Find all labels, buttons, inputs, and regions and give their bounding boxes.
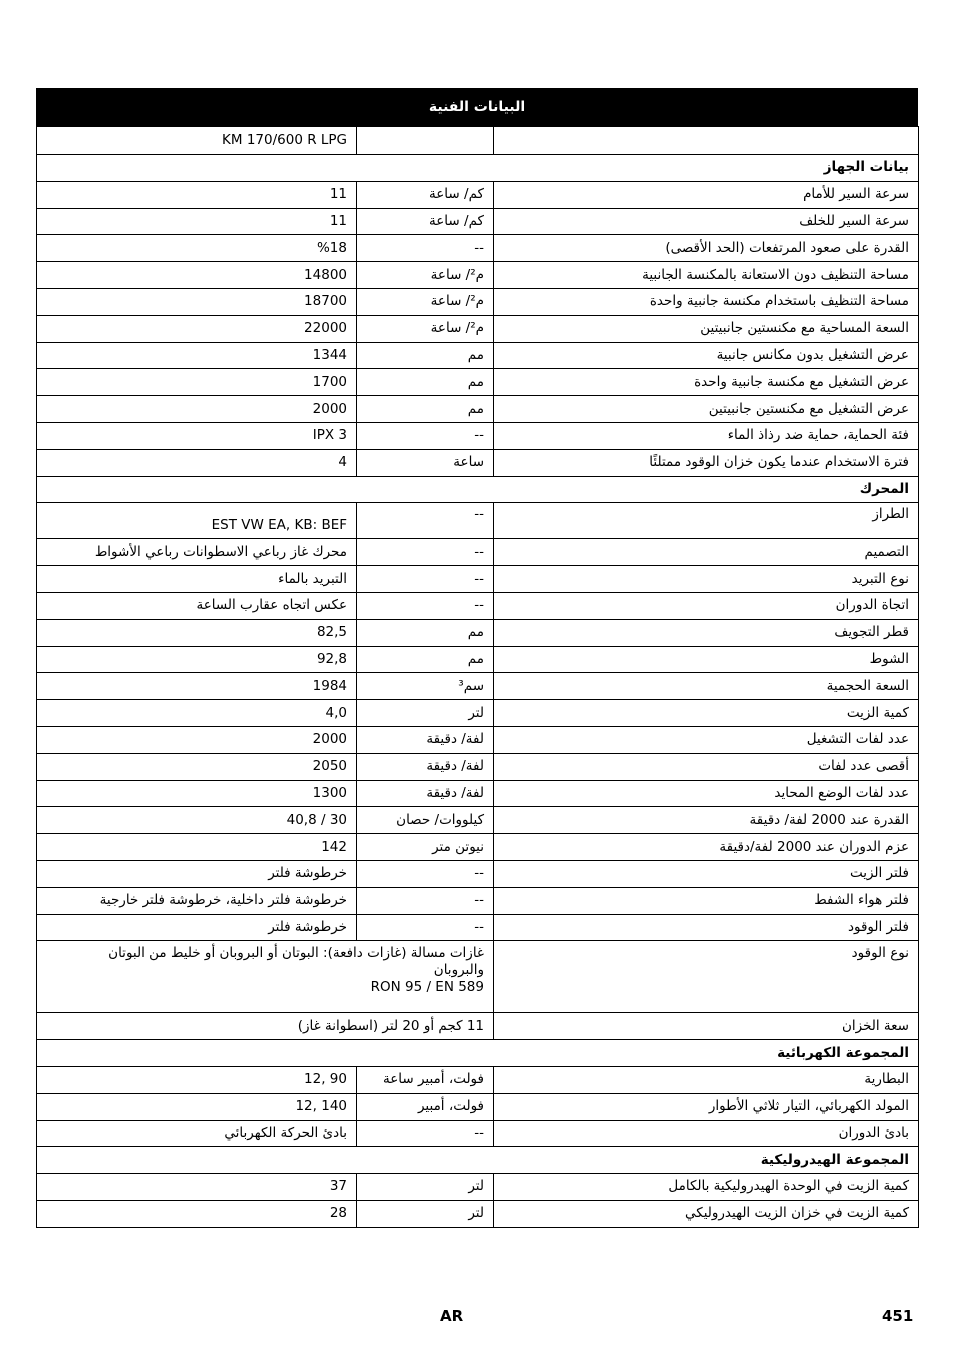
spec-label: مساحة التنظيف دون الاستعانة بالمكنسة الجانبية — [494, 262, 919, 289]
spec-unit: -- — [357, 914, 494, 941]
spec-value: 18700 — [37, 288, 357, 315]
spec-unit: -- — [357, 860, 494, 887]
language-code: AR — [440, 1307, 464, 1325]
spec-unit: -- — [357, 887, 494, 914]
spec-value: 22000 — [37, 315, 357, 342]
spec-value: خرطوشة فلتر — [37, 914, 357, 941]
spec-row — [37, 834, 919, 861]
page-title: البيانات الفنية — [36, 88, 918, 126]
spec-label: فلتر الوقود — [494, 914, 919, 941]
spec-label: أقصى عدد لفات — [494, 753, 919, 780]
spec-label: قطر التجويف — [494, 619, 919, 646]
spec-unit: لتر — [357, 1200, 494, 1227]
spec-value: 142 — [37, 834, 357, 861]
spec-label: فئة الحماية، حماية ضد رذاذ الماء — [494, 422, 919, 449]
spec-unit: مم — [357, 646, 494, 673]
spec-row — [37, 592, 919, 619]
model-name: KM 170/600 R LPG — [37, 127, 357, 155]
spec-label: عرض التشغيل بدون مكانس جانبية — [494, 342, 919, 369]
fuel-type-row — [37, 941, 919, 1013]
spec-row — [37, 1200, 919, 1227]
spec-value: خرطوشة فلتر — [37, 860, 357, 887]
technical-data-sheet — [36, 88, 918, 1228]
spec-unit: لتر — [357, 700, 494, 727]
spec-row — [37, 887, 919, 914]
spec-row — [37, 181, 919, 208]
spec-label: فلتر هواء الشفط — [494, 887, 919, 914]
spec-unit: سم³ — [357, 673, 494, 700]
fuel-type-line1: غازات مسالة (غازات دافعة): البوتان أو البروبان أو خليط من البوتان — [108, 945, 484, 962]
spec-unit: مم — [357, 369, 494, 396]
spec-unit: فولت، أمبير — [357, 1093, 494, 1120]
section-header-row — [37, 1040, 919, 1067]
spec-value: 1700 — [37, 369, 357, 396]
spec-value: 37 — [37, 1174, 357, 1201]
spec-unit: م²/ ساعة — [357, 262, 494, 289]
spec-unit: كم/ ساعة — [357, 208, 494, 235]
spec-label: البطارية — [494, 1066, 919, 1093]
spec-unit: -- — [357, 235, 494, 262]
spec-row — [37, 503, 919, 539]
spec-unit: لفة/ دقيقة — [357, 753, 494, 780]
spec-value: 11 — [37, 181, 357, 208]
spec-row — [37, 753, 919, 780]
tank-capacity-label: سعة الخزان — [494, 1013, 919, 1040]
spec-unit: م²/ ساعة — [357, 288, 494, 315]
spec-row — [37, 422, 919, 449]
spec-row — [37, 700, 919, 727]
spec-unit: لفة/ دقيقة — [357, 780, 494, 807]
section-header-row — [37, 155, 919, 182]
spec-row — [37, 646, 919, 673]
tank-capacity-row — [37, 1013, 919, 1040]
spec-label: فترة الاستخدام عندما يكون خزان الوقود ممتلئًا — [494, 449, 919, 476]
spec-row — [37, 1120, 919, 1147]
spec-label: سرعة السير للأمام — [494, 181, 919, 208]
spec-label: كمية الزيت في الوحدة الهيدروليكية بالكامل — [494, 1174, 919, 1201]
spec-row — [37, 449, 919, 476]
spec-label: مساحة التنظيف باستخدام مكنسة جانبية واحدة — [494, 288, 919, 315]
model-row — [37, 127, 919, 155]
spec-unit: -- — [357, 566, 494, 593]
spec-unit: مم — [357, 396, 494, 423]
spec-value: محرك غاز رباعي الاسطوانات رباعي الأشواط — [37, 539, 357, 566]
spec-row — [37, 1093, 919, 1120]
spec-value: 82,5 — [37, 619, 357, 646]
spec-unit: م²/ ساعة — [357, 315, 494, 342]
spec-value: 1300 — [37, 780, 357, 807]
spec-label: السعة المساحية مع مكنستين جانبيتين — [494, 315, 919, 342]
spec-label: المولد الكهربائي، التيار ثلاثي الأطوار — [494, 1093, 919, 1120]
spec-row — [37, 726, 919, 753]
spec-label: القدرة على صعود المرتفعات (الحد الأقصى) — [494, 235, 919, 262]
spec-row — [37, 315, 919, 342]
spec-value: 11 — [37, 208, 357, 235]
spec-value: 2050 — [37, 753, 357, 780]
spec-label: عزم الدوران عند 2000 لفة/دقيقة — [494, 834, 919, 861]
model-label-cell — [494, 127, 919, 155]
spec-label: القدرة عند 2000 لفة/ دقيقة — [494, 807, 919, 834]
fuel-type-value — [37, 941, 494, 1013]
spec-row — [37, 539, 919, 566]
spec-row — [37, 1066, 919, 1093]
section-title: المجموعة الكهربائية — [37, 1040, 919, 1067]
spec-value: 1344 — [37, 342, 357, 369]
spec-row — [37, 208, 919, 235]
model-unit-cell — [357, 127, 494, 155]
spec-value: خرطوشة فلتر داخلية، خرطوشة فلتر خارجية — [37, 887, 357, 914]
spec-row — [37, 807, 919, 834]
section-header-row — [37, 476, 919, 503]
spec-row — [37, 396, 919, 423]
section-title: بيانات الجهاز — [37, 155, 919, 182]
spec-value: 14800 — [37, 262, 357, 289]
spec-table — [36, 126, 919, 1228]
section-title: المجموعة الهيدروليكية — [37, 1147, 919, 1174]
spec-label: اتجاة الدوران — [494, 592, 919, 619]
spec-unit: -- — [357, 422, 494, 449]
spec-label: عدد لفات التشغيل — [494, 726, 919, 753]
spec-label: عرض التشغيل مع مكنسة جانبية واحدة — [494, 369, 919, 396]
spec-value: 1984 — [37, 673, 357, 700]
spec-unit: -- — [357, 539, 494, 566]
spec-value: 2000 — [37, 396, 357, 423]
spec-label: سرعة السير للخلف — [494, 208, 919, 235]
spec-unit: فولت، أمبير ساعة — [357, 1066, 494, 1093]
spec-label: الطراز — [494, 503, 919, 539]
spec-row — [37, 235, 919, 262]
spec-row — [37, 262, 919, 289]
spec-unit: -- — [357, 592, 494, 619]
spec-unit: كم/ ساعة — [357, 181, 494, 208]
spec-label: فلتر الزيت — [494, 860, 919, 887]
spec-value: IPX 3 — [37, 422, 357, 449]
spec-label: عدد لفات الوضع المحايد — [494, 780, 919, 807]
spec-label: نوع التبريد — [494, 566, 919, 593]
spec-row — [37, 780, 919, 807]
spec-value: 92,8 — [37, 646, 357, 673]
spec-value: التبريد بالماء — [37, 566, 357, 593]
spec-row — [37, 860, 919, 887]
spec-table-body — [37, 127, 919, 1228]
spec-row — [37, 369, 919, 396]
spec-value: %18 — [37, 235, 357, 262]
section-title: المحرك — [37, 476, 919, 503]
spec-value: 40,8 / 30 — [37, 807, 357, 834]
spec-value: 4 — [37, 449, 357, 476]
spec-value: 12, 90 — [37, 1066, 357, 1093]
spec-label: كمية الزيت في خزان الزيت الهيدروليكي — [494, 1200, 919, 1227]
spec-row — [37, 619, 919, 646]
fuel-type-line3: RON 95 / EN 589 — [370, 979, 484, 996]
spec-value: 4,0 — [37, 700, 357, 727]
spec-row — [37, 914, 919, 941]
spec-value: 12, 140 — [37, 1093, 357, 1120]
spec-unit: كيلووات/ حصان — [357, 807, 494, 834]
spec-row — [37, 288, 919, 315]
spec-row — [37, 566, 919, 593]
spec-value: 28 — [37, 1200, 357, 1227]
spec-value: بادئ الحركة الكهربائي — [37, 1120, 357, 1147]
section-header-row — [37, 1147, 919, 1174]
spec-unit: -- — [357, 503, 494, 539]
page-number: 451 — [882, 1307, 914, 1325]
spec-label: كمية الزيت — [494, 700, 919, 727]
spec-row — [37, 1174, 919, 1201]
spec-label: بادئ الدوران — [494, 1120, 919, 1147]
spec-label: الشوط — [494, 646, 919, 673]
spec-unit: لفة/ دقيقة — [357, 726, 494, 753]
fuel-type-label: نوع الوقود — [494, 941, 919, 1013]
spec-value: 2000 — [37, 726, 357, 753]
fuel-type-line2: والبروبان — [433, 962, 484, 979]
spec-unit: نيوتن متر — [357, 834, 494, 861]
spec-value: EST VW EA, KB: BEF — [37, 503, 357, 539]
tank-capacity-value: 11 كجم أو 20 لتر (اسطوانة غاز) — [37, 1013, 494, 1040]
spec-unit: مم — [357, 342, 494, 369]
spec-unit: -- — [357, 1120, 494, 1147]
spec-unit: لتر — [357, 1174, 494, 1201]
spec-unit: ساعة — [357, 449, 494, 476]
spec-row — [37, 673, 919, 700]
spec-row — [37, 342, 919, 369]
spec-label: التصميم — [494, 539, 919, 566]
spec-label: عرض التشغيل مع مكنستين جانبيتين — [494, 396, 919, 423]
spec-value: عكس اتجاه عقارب الساعة — [37, 592, 357, 619]
spec-unit: مم — [357, 619, 494, 646]
spec-label: السعة الحجمية — [494, 673, 919, 700]
